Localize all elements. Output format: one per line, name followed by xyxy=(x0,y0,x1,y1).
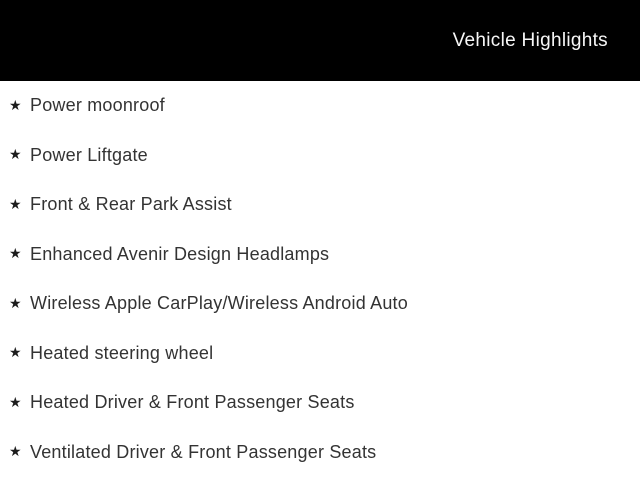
list-item xyxy=(0,180,640,230)
highlight-label: Heated Driver & Front Passenger Seats xyxy=(30,392,355,413)
header-bar xyxy=(0,0,640,81)
list-item xyxy=(0,131,640,181)
list-item xyxy=(0,428,640,478)
vehicle-highlights-list xyxy=(0,81,640,477)
highlight-label: Ventilated Driver & Front Passenger Seats xyxy=(30,441,377,462)
star-icon: ★ xyxy=(9,195,22,212)
star-icon: ★ xyxy=(9,344,22,361)
highlight-label: Heated steering wheel xyxy=(30,342,214,363)
list-item xyxy=(0,230,640,280)
star-icon: ★ xyxy=(9,245,22,262)
highlight-label: Power Liftgate xyxy=(30,144,148,165)
list-item xyxy=(0,81,640,131)
highlight-label: Front & Rear Park Assist xyxy=(30,194,232,215)
page-title: Vehicle Highlights xyxy=(452,29,608,51)
list-item xyxy=(0,378,640,428)
star-icon: ★ xyxy=(9,146,22,163)
highlight-label: Wireless Apple CarPlay/Wireless Android Auto xyxy=(30,293,408,314)
list-item xyxy=(0,329,640,379)
star-icon: ★ xyxy=(9,96,22,113)
highlight-label: Power moonroof xyxy=(30,95,165,116)
star-icon: ★ xyxy=(9,393,22,410)
list-item xyxy=(0,279,640,329)
highlight-label: Enhanced Avenir Design Headlamps xyxy=(30,243,330,264)
star-icon: ★ xyxy=(9,294,22,311)
star-icon: ★ xyxy=(9,443,22,460)
